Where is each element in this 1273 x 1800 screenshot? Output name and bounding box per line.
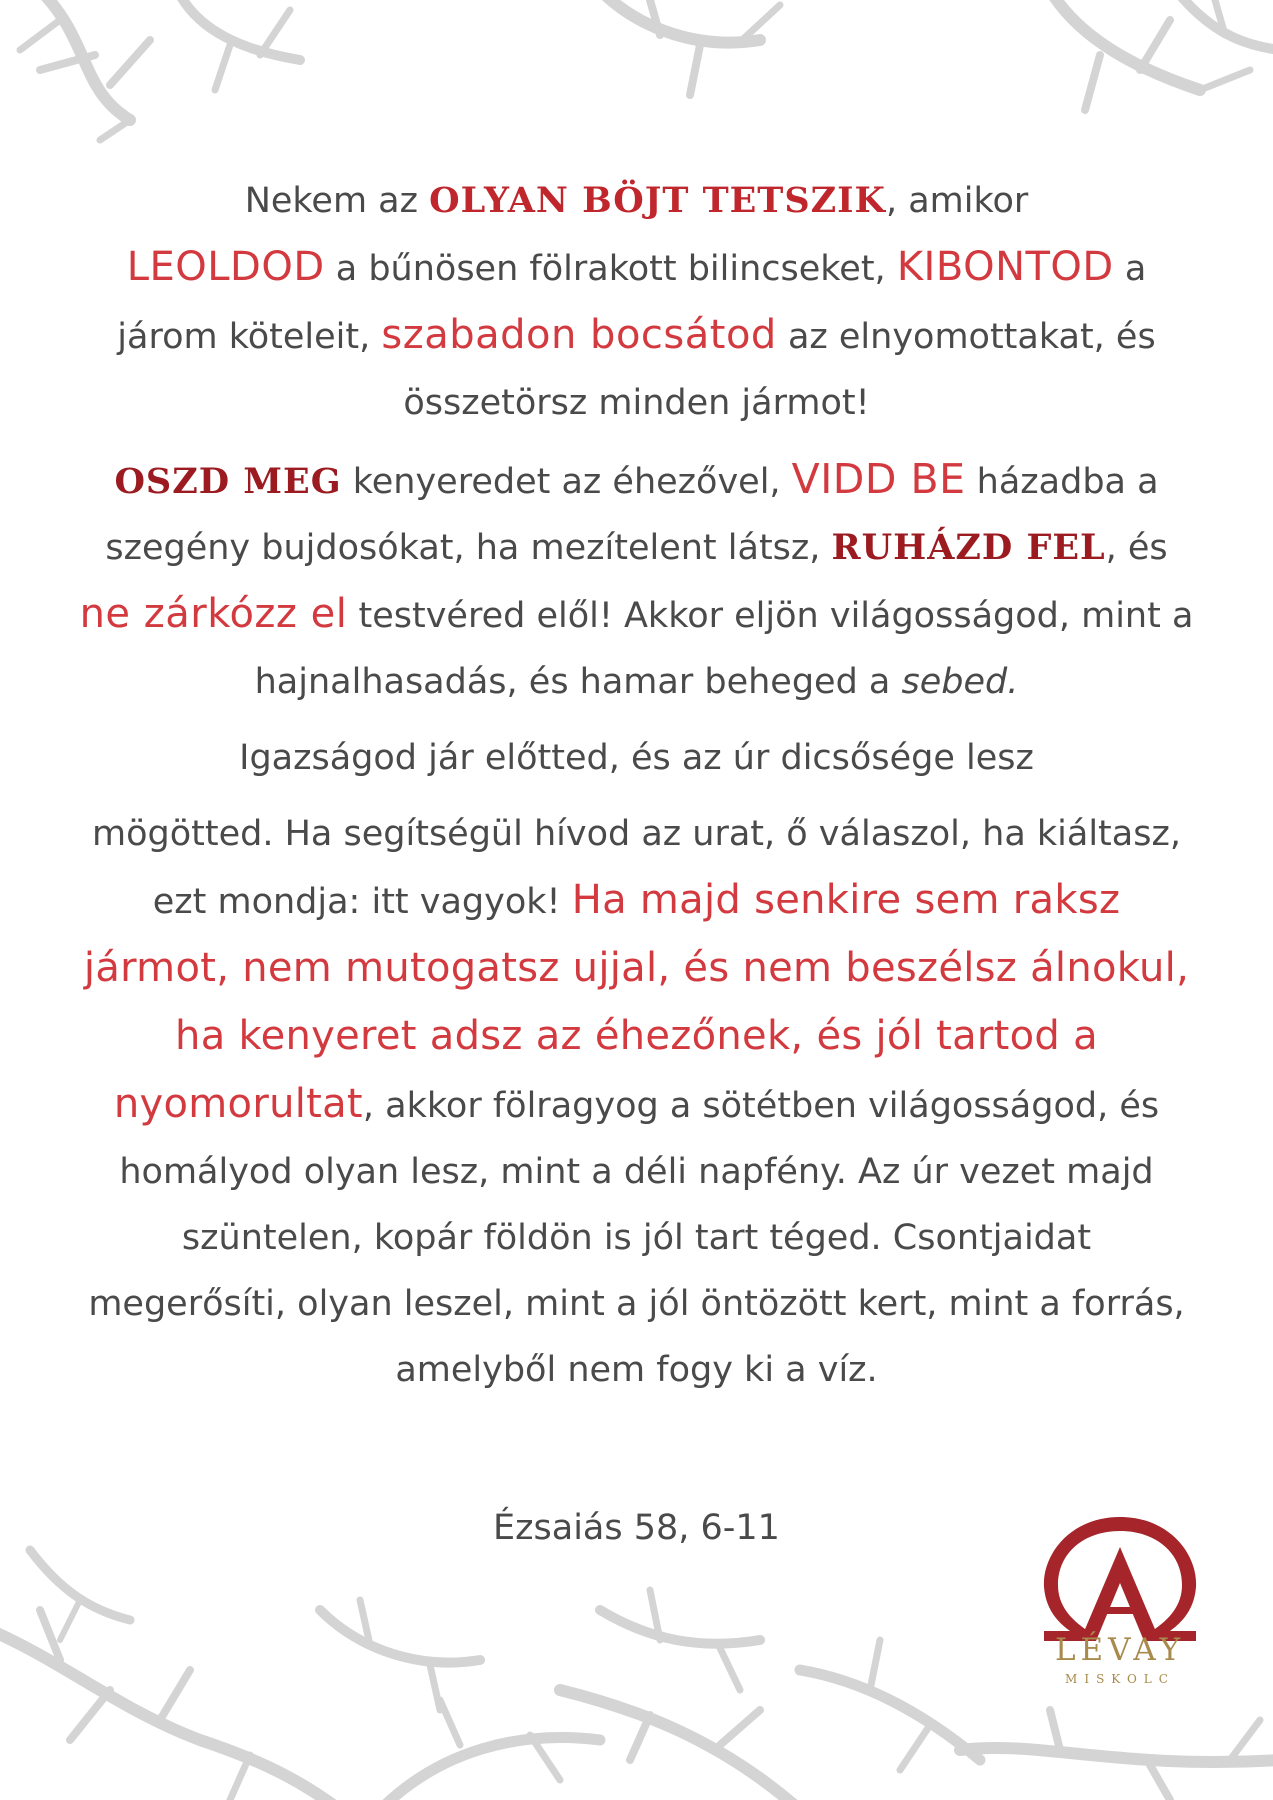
highlight-ha-majd-senkire: Ha majd senkire sem raksz jármot, nem mutogatsz ujjal, és nem beszélsz álnokul, ha kenyeret adsz az éhezőnek, és jól tartod a nyomorultat — [83, 877, 1190, 1127]
verse-text-italic: sebed. — [901, 662, 1019, 702]
highlight-szabadon-bocsatod: szabadon bocsátod — [381, 312, 777, 358]
highlight-vidd-be: VIDD BE — [791, 455, 966, 503]
verse-text: kenyeredet az éhezővel, — [341, 462, 792, 502]
verse-text: , és — [1105, 528, 1168, 568]
logo-city: MISKOLC — [1065, 1672, 1175, 1686]
highlight-olyan-bojt: OLYAN BÖJT TETSZIK — [429, 180, 886, 221]
verse-text: Nekem az — [244, 181, 430, 221]
verse-text: Igazságod jár előtted, és az úr dicsősége lesz — [239, 738, 1034, 778]
bible-citation: Ézsaiás 58, 6-11 — [493, 1508, 780, 1548]
highlight-leoldod: LEOLDOD — [126, 244, 325, 290]
verse-paragraph-2 — [78, 446, 1195, 715]
logo-name: LÉVAY — [1054, 1632, 1186, 1668]
verse-text: a bűnösen fölrakott bilincseket, — [324, 249, 897, 289]
highlight-kibontod: KIBONTOD — [896, 244, 1114, 290]
verse-text: a járom köteleit, — [117, 249, 1147, 357]
verse-text: házadba a szegény bujdosókat, ha mezítelent látsz — [105, 462, 1159, 568]
verse-paragraph-1 — [78, 168, 1195, 436]
verse-text: az elnyomottakat, és összetörsz minden jármot! — [403, 317, 1156, 423]
verse-text: mögötted. Ha segítségül hívod az urat, ő válaszol, ha kiáltasz, ezt mondja: itt vagyok! — [92, 814, 1181, 922]
highlight-ne-zarkozz-el: ne zárkózz el — [79, 591, 348, 637]
thorn-branch-top-decoration — [0, 0, 1273, 150]
verse-paragraph-4 — [78, 801, 1195, 1403]
verse-text: , akkor fölragyog a sötétben világosságod, és homályod olyan lesz, mint a déli napfény. Az úr vezet majd szüntelen, kopár földön is jól tart téged. Csontjaidat megerősíti, olyan leszel, mint a jól öntözött kert, mint a forrás, amelyből nem fogy ki a víz. — [88, 1086, 1185, 1390]
highlight-ruhazd-fel: RUHÁZD FEL — [831, 527, 1106, 568]
verse-text-block — [78, 168, 1195, 1413]
highlight-oszd-meg: OSZD MEG — [114, 461, 342, 502]
verse-paragraph-3 — [78, 725, 1195, 791]
verse-text: , amikor — [885, 181, 1029, 221]
verse-text: , — [809, 528, 832, 568]
verse-text: testvéred elől! Akkor eljön világosságod, mint a hajnalhasadás, és hamar beheged a — [254, 596, 1194, 702]
